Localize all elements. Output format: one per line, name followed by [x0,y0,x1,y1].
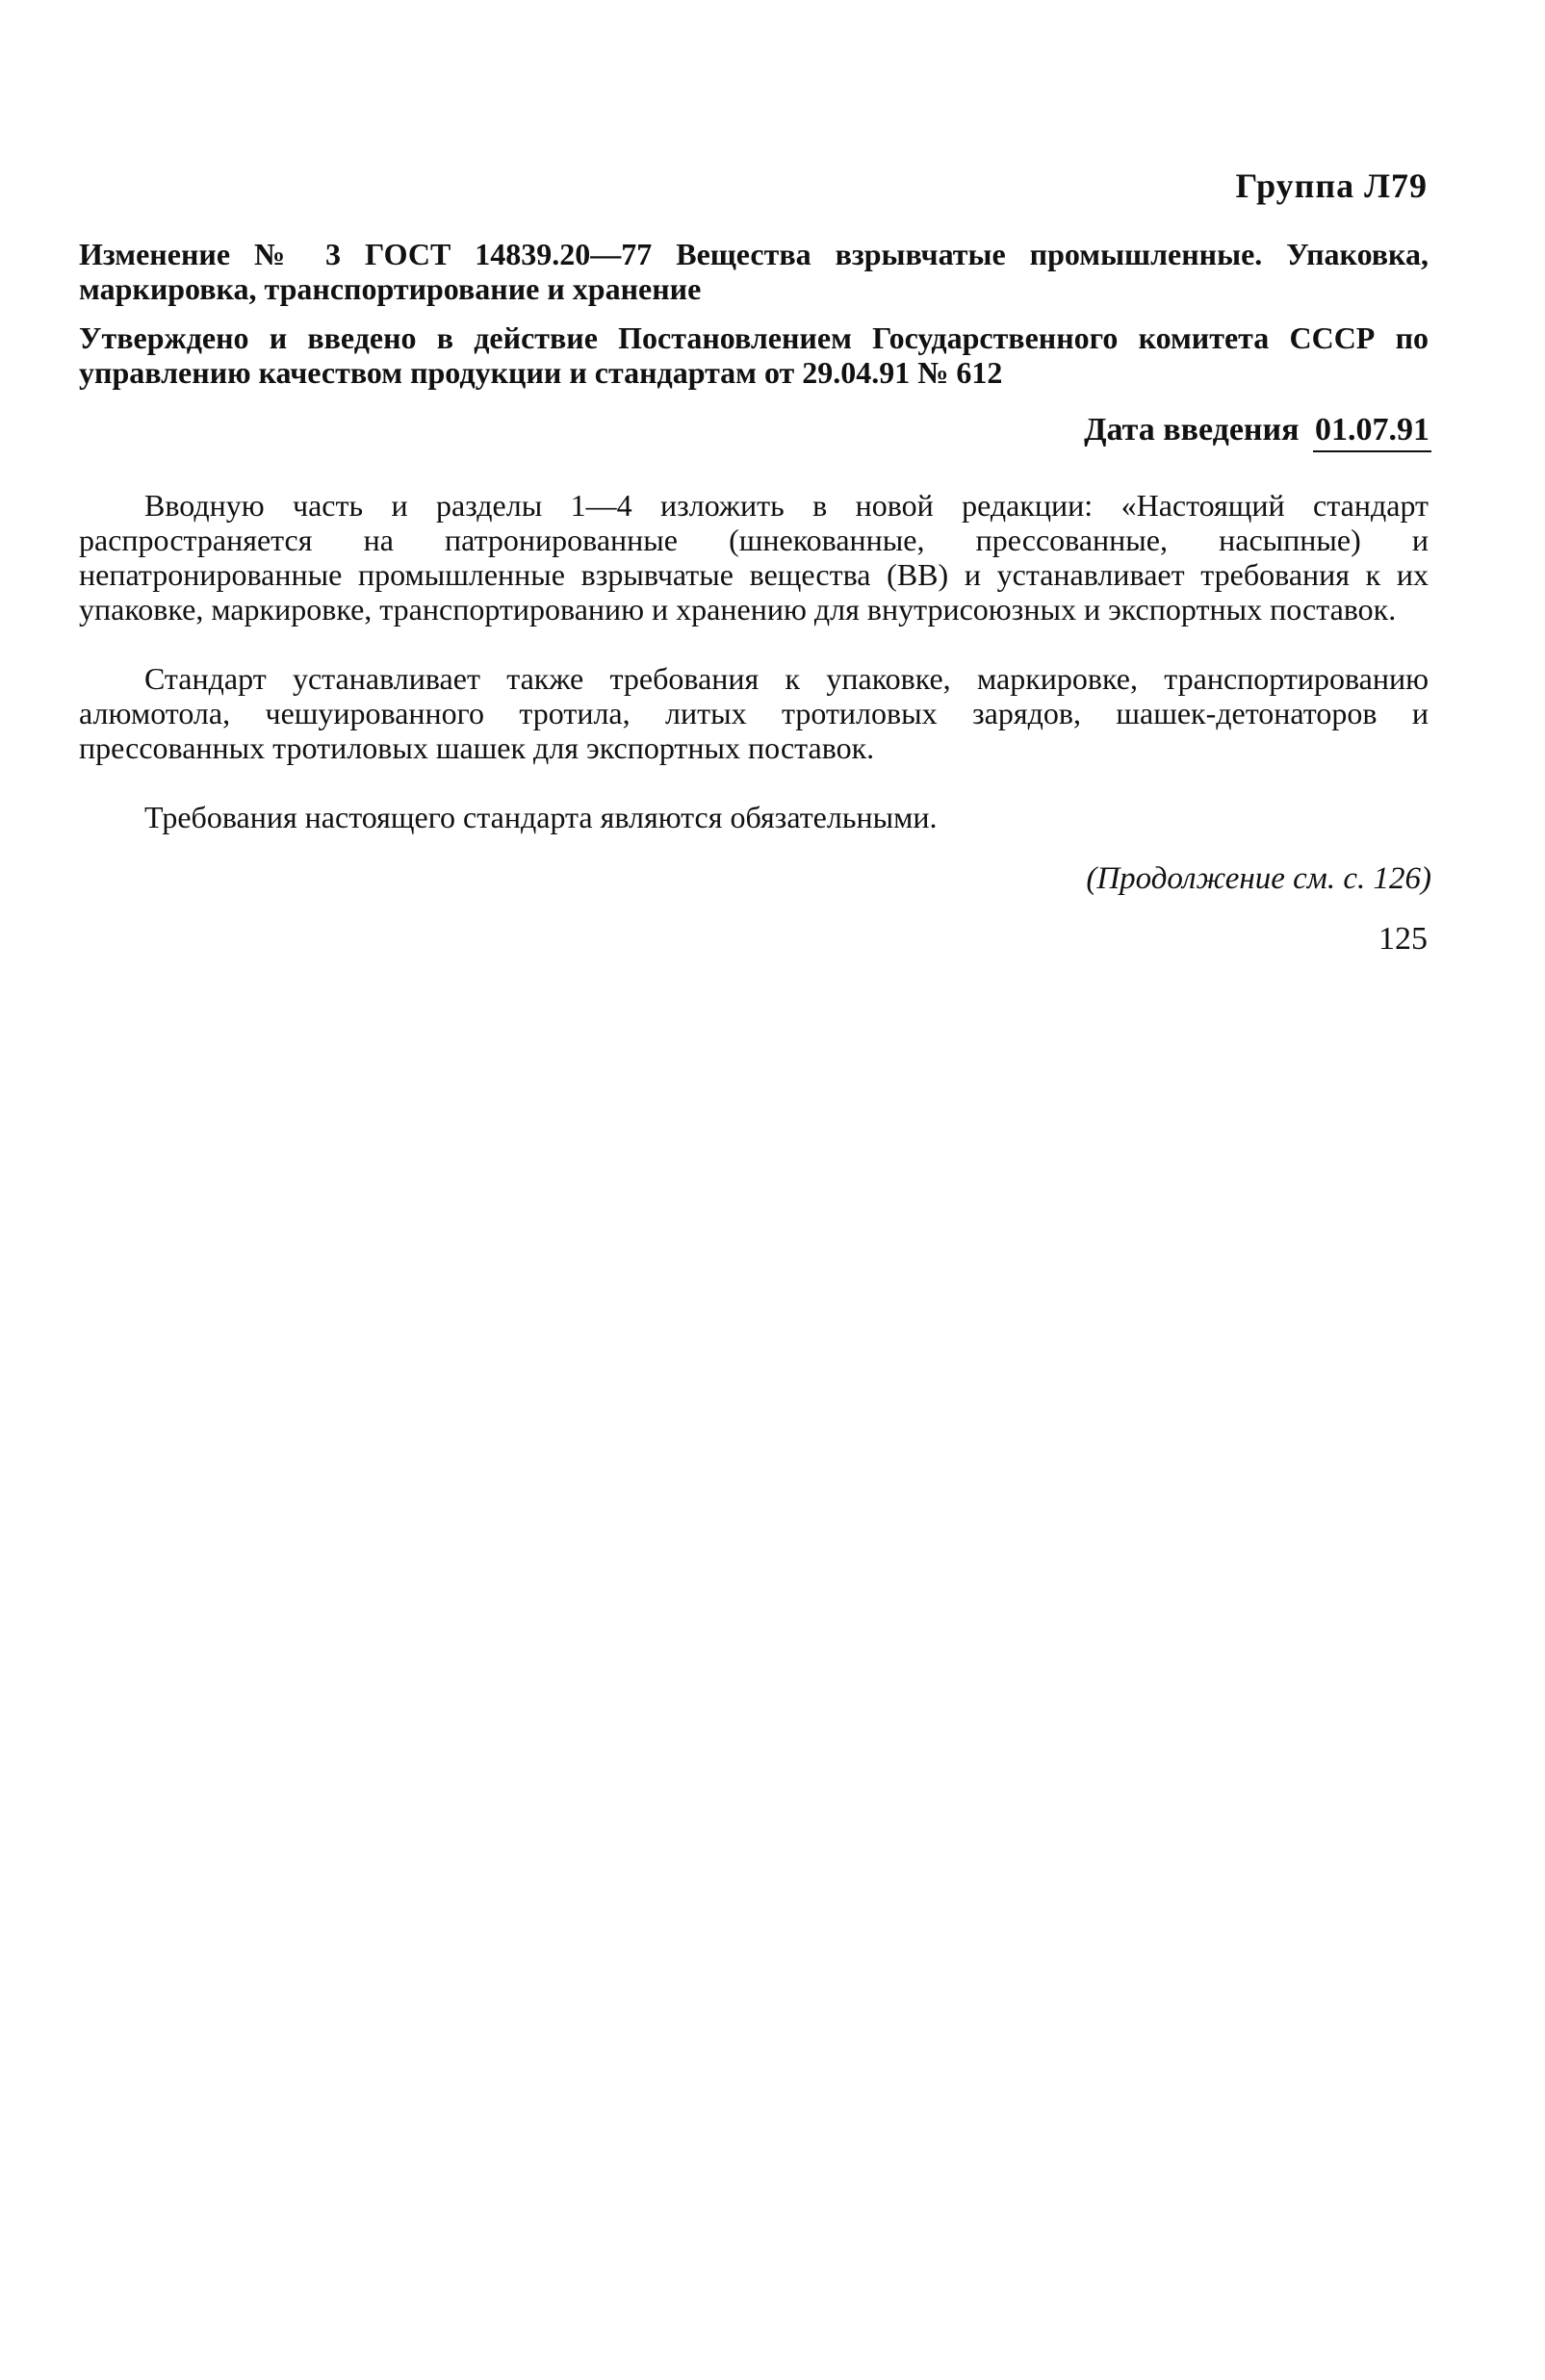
effective-date-line [1084,412,1431,452]
paragraph-mandatory: Требования настоящего стандарта являются обязательными. [144,800,938,834]
effective-date-value: 01.07.91 [1313,412,1431,452]
change-title: Изменение № 3 ГОСТ 14839.20—77 Вещества взрывчатые промышленные. Упаковка, маркировка, транспортирование и хранение [79,237,1429,306]
paragraph-intro: Вводную часть и разделы 1—4 изложить в новой редакции: «Настоящий стандарт распространяется на патронированные (шнекованные, прессованные, насыпные) и непатронированные промышленные взрывчатые вещества (ВВ) и устанавливает требования к их упаковке, маркировке, транспортированию и хранению для внутрисоюзных и экспортных поставок. [79,488,1429,627]
continuation-note: (Продолжение см. с. 126) [1086,861,1431,896]
effective-date-label: Дата введения [1084,412,1300,448]
group-label: Группа Л79 [1235,166,1428,205]
approval-statement: Утверждено и введено в действие Постановлением Государственного комитета СССР по управлению качеством продукции и стандартам от 29.04.91 № 612 [79,320,1429,390]
page-number: 125 [1378,921,1428,957]
paragraph-scope: Стандарт устанавливает также требования к упаковке, маркировке, транспортированию алюмотола, чешуированного тротила, литых тротиловых зарядов, шашек-детонаторов и прессованных тротиловых шашек для экспортных поставок. [79,661,1429,765]
